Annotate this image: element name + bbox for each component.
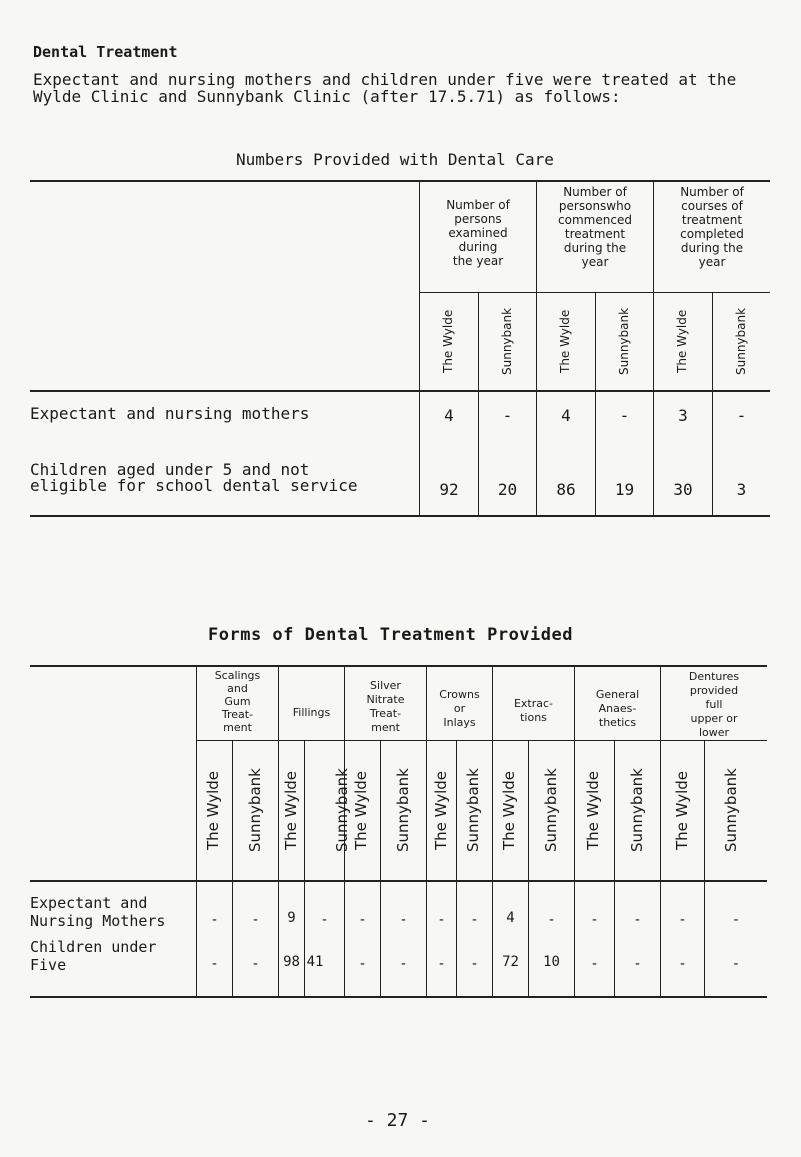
table2-group-dentures: Dentures provided full upper or lower [688, 670, 740, 739]
table2-cell: 4 [506, 910, 515, 926]
table1-title: Numbers Provided with Dental Care [236, 150, 554, 169]
page-number: - 27 - [365, 1110, 431, 1131]
table2-subheader-rule [196, 740, 767, 741]
table2-cell: - [470, 912, 479, 928]
table1-row-label: Expectant and nursing mothers [30, 404, 310, 423]
intro-line-2: Wylde Clinic and Sunnybank Clinic (after 17.5.71) as follows: [33, 87, 621, 106]
table2-cell: - [210, 956, 219, 972]
table2-cell: - [358, 912, 367, 928]
table2-sub-9: Sunnybank [542, 768, 560, 852]
table1-sub-5: Sunnybank [734, 307, 748, 375]
table1-cell: 3 [736, 480, 747, 499]
table2-cell: - [590, 912, 599, 928]
table2-cell: - [731, 912, 741, 928]
table1-sub-1: Sunnybank [500, 307, 514, 375]
table2-cell: - [731, 956, 741, 972]
table2-cell: - [399, 912, 408, 928]
table1-cell: 20 [497, 480, 518, 499]
table1-sub-2: The Wylde [558, 309, 572, 373]
table1-cell: - [502, 406, 513, 425]
table2-sub-1: Sunnybank [246, 768, 264, 852]
table2-cell: - [590, 956, 599, 972]
table1-header-rule [30, 390, 770, 392]
table2-title: Forms of Dental Treatment Provided [208, 625, 573, 645]
table2-cell: - [358, 956, 367, 972]
table1-group-examined: Number of persons examined during the year [446, 198, 510, 268]
table2-cell: 98 [283, 954, 300, 970]
table2-sub-2: The Wylde [282, 770, 300, 850]
table2-sub-3: Sunnybank [333, 768, 351, 852]
table2-cell: 72 [502, 954, 519, 970]
table2-sub-10: The Wylde [584, 770, 602, 850]
table2-group-extractions: Extrac- tions [513, 697, 554, 724]
table2-row-label: Children under Five [30, 938, 157, 974]
table1-group-commenced: Number of personswho commenced treatment during the year [558, 185, 632, 269]
table2-group-anaesthetics: General Anaes- thetics [595, 688, 640, 729]
table2-cell: - [251, 912, 260, 928]
table2-group-scalings: Scalings and Gum Treat- ment [214, 669, 261, 734]
intro-line-1: Expectant and nursing mothers and children under five were treated at the [33, 70, 737, 89]
table2-sub-11: Sunnybank [628, 768, 646, 852]
table2-row-label: Expectant and Nursing Mothers [30, 894, 166, 930]
table2-group-crowns: Crowns or Inlays [439, 688, 480, 729]
table2-sub-12: The Wylde [673, 770, 691, 850]
table2-bottom-rule [30, 996, 767, 998]
table1-cell: 92 [439, 480, 459, 499]
page-heading: Dental Treatment [33, 43, 178, 61]
table2-sub-8: The Wylde [500, 770, 518, 850]
table2-cell: - [470, 956, 479, 972]
table1-row-label: Children aged under 5 and not eligible for school dental service [30, 460, 358, 495]
table1-cell: - [736, 406, 747, 425]
table2-cell: - [547, 912, 556, 928]
table1-bottom-rule [30, 515, 770, 517]
table1-cell: 4 [444, 406, 454, 425]
table2-sub-13: Sunnybank [722, 768, 740, 852]
table2-cell: 41 [306, 954, 324, 970]
table2-cell: - [633, 956, 642, 972]
table2-cell: - [437, 912, 446, 928]
table1-cell: - [619, 406, 630, 425]
table2-sub-7: Sunnybank [464, 768, 482, 852]
table2-group-silver-nitrate: Silver Nitrate Treat- ment [366, 679, 405, 734]
table2-cell: - [437, 956, 446, 972]
table2-cell: - [399, 956, 408, 972]
table1-cell: 3 [678, 406, 688, 425]
table1-group-completed: Number of courses of treatment completed during the year [680, 185, 744, 269]
table2-top-rule [30, 665, 767, 667]
table1-top-rule [30, 180, 770, 182]
table2-cell: - [678, 956, 687, 972]
table1-cell: 86 [556, 480, 576, 499]
table2-sub-6: The Wylde [432, 770, 450, 850]
table1-cell: 19 [614, 480, 635, 499]
table2-sub-5: Sunnybank [394, 768, 412, 852]
table2-cell: - [251, 956, 260, 972]
table2-cell: - [210, 912, 219, 928]
table1-cell: 4 [561, 406, 571, 425]
table2-cell: - [633, 912, 642, 928]
table1-sub-3: Sunnybank [617, 307, 631, 375]
table2-group-fillings: Fillings [292, 706, 331, 719]
table2-cell: 9 [287, 910, 296, 926]
table2-cell: 10 [543, 954, 560, 970]
table2-cell: - [678, 912, 687, 928]
table2-sub-4: The Wylde [352, 770, 370, 850]
table1-sub-0: The Wylde [441, 309, 455, 373]
table1-cell: 30 [673, 480, 693, 499]
table2-header-rule [30, 880, 767, 882]
table2-cell: - [320, 912, 329, 928]
table1-sub-4: The Wylde [675, 309, 689, 373]
table2-sub-0: The Wylde [204, 770, 222, 850]
